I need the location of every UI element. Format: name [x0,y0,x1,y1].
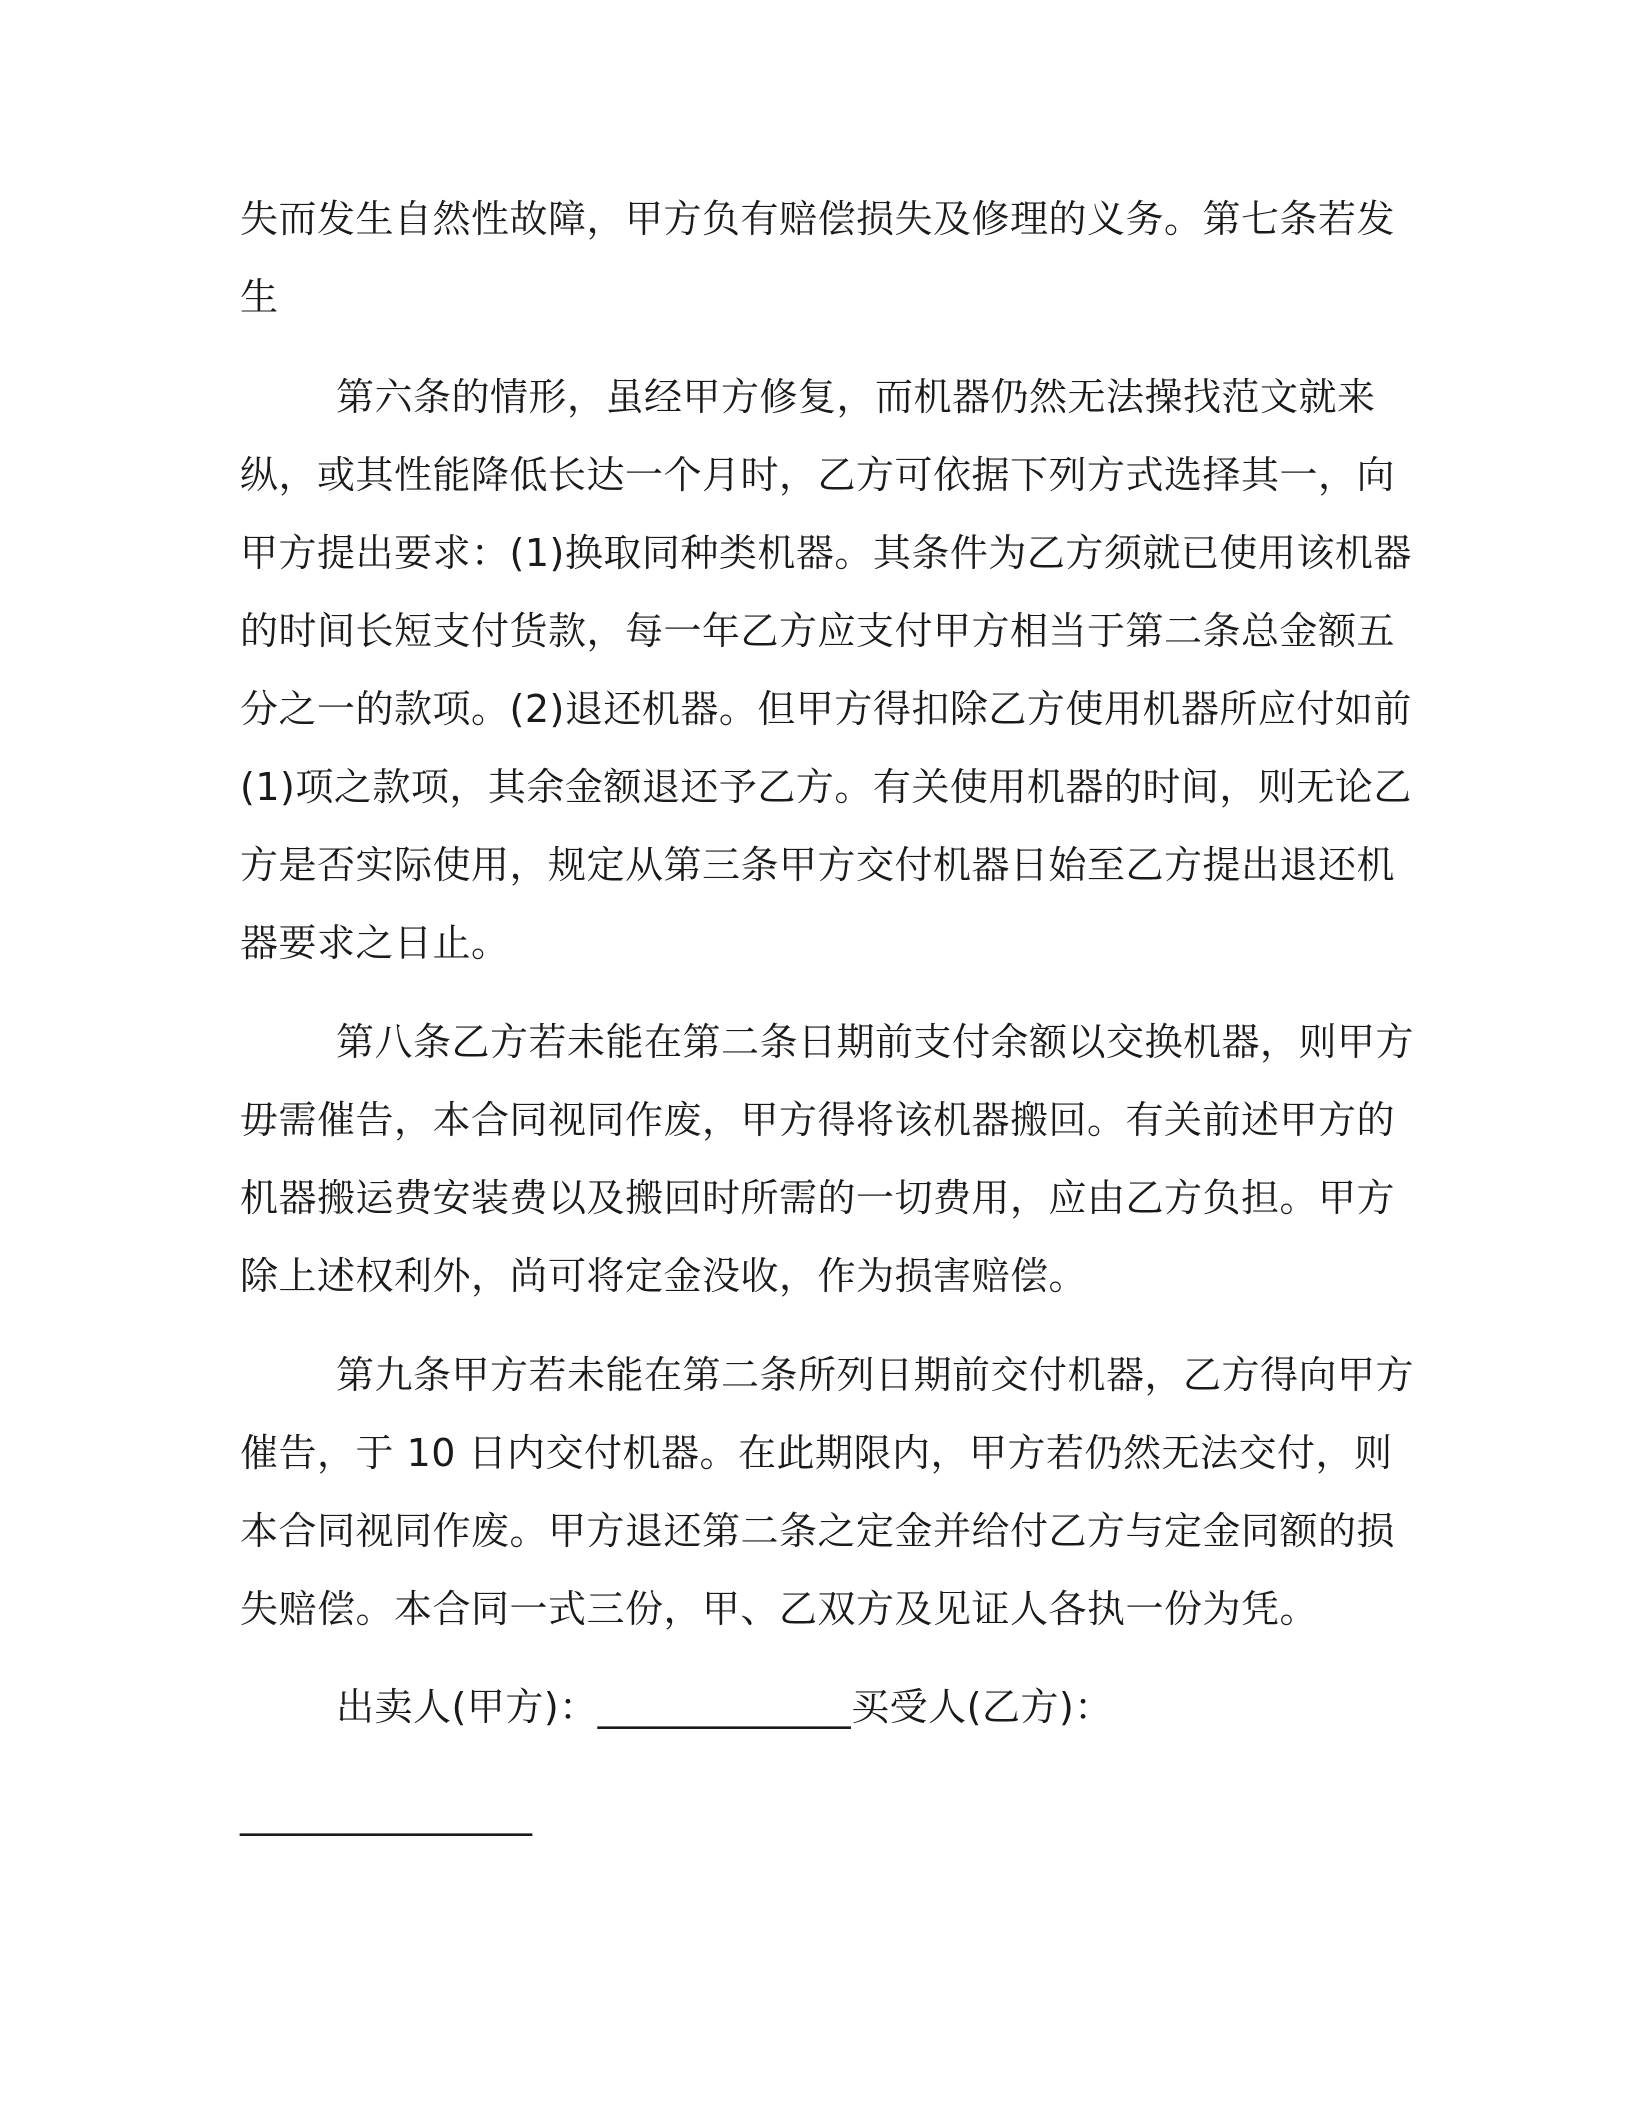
paragraph-article-8: 第八条乙方若未能在第二条日期前支付余额以交换机器，则甲方毋需催告，本合同视同作废，甲方得将该机器搬回。有关前述甲方的机器搬运费安装费以及搬回时所需的一切费用，应由乙方负担。甲方除上述权利外，尚可将定金没收，作为损害赔偿。 [240,1020,1415,1298]
paragraph-1: 失而发生自然性故障，甲方负有赔偿损失及修理的义务。第七条若发生 [240,197,1396,319]
paragraph-article-6: 第六条的情形，虽经甲方修复，而机器仍然无法操找范文就来纵，或其性能降低长达一个月时，乙方可依据下列方式选择其一，向甲方提出要求：(1)换取同种类机器。其条件为乙方须就已使用该机器的时间长短支付货款，每一年乙方应支付甲方相当于第二条总金额五分之一的款项。(2)退还机器。但甲方得扣除乙方使用机器所应付如前(1)项之款项，其余金额退还予乙方。有关使用机器的时间，则无论乙方是否实际使用，规定从第三条甲方交付机器日始至乙方提出退还机器要求之日止。 [240,375,1412,965]
signature-blank: _______________ [240,1792,533,1836]
signature-line: 出卖人(甲方)：_____________买受人(乙方)： [336,1685,1113,1729]
paragraph-article-9: 第九条甲方若未能在第二条所列日期前交付机器，乙方得向甲方催告，于 10 日内交付机器。在此期限内，甲方若仍然无法交付，则本合同视同作废。甲方退还第二条之定金并给付乙方与定金同额的损失赔偿。本合同一式三份，甲、乙双方及见证人各执一份为凭。 [240,1353,1415,1631]
